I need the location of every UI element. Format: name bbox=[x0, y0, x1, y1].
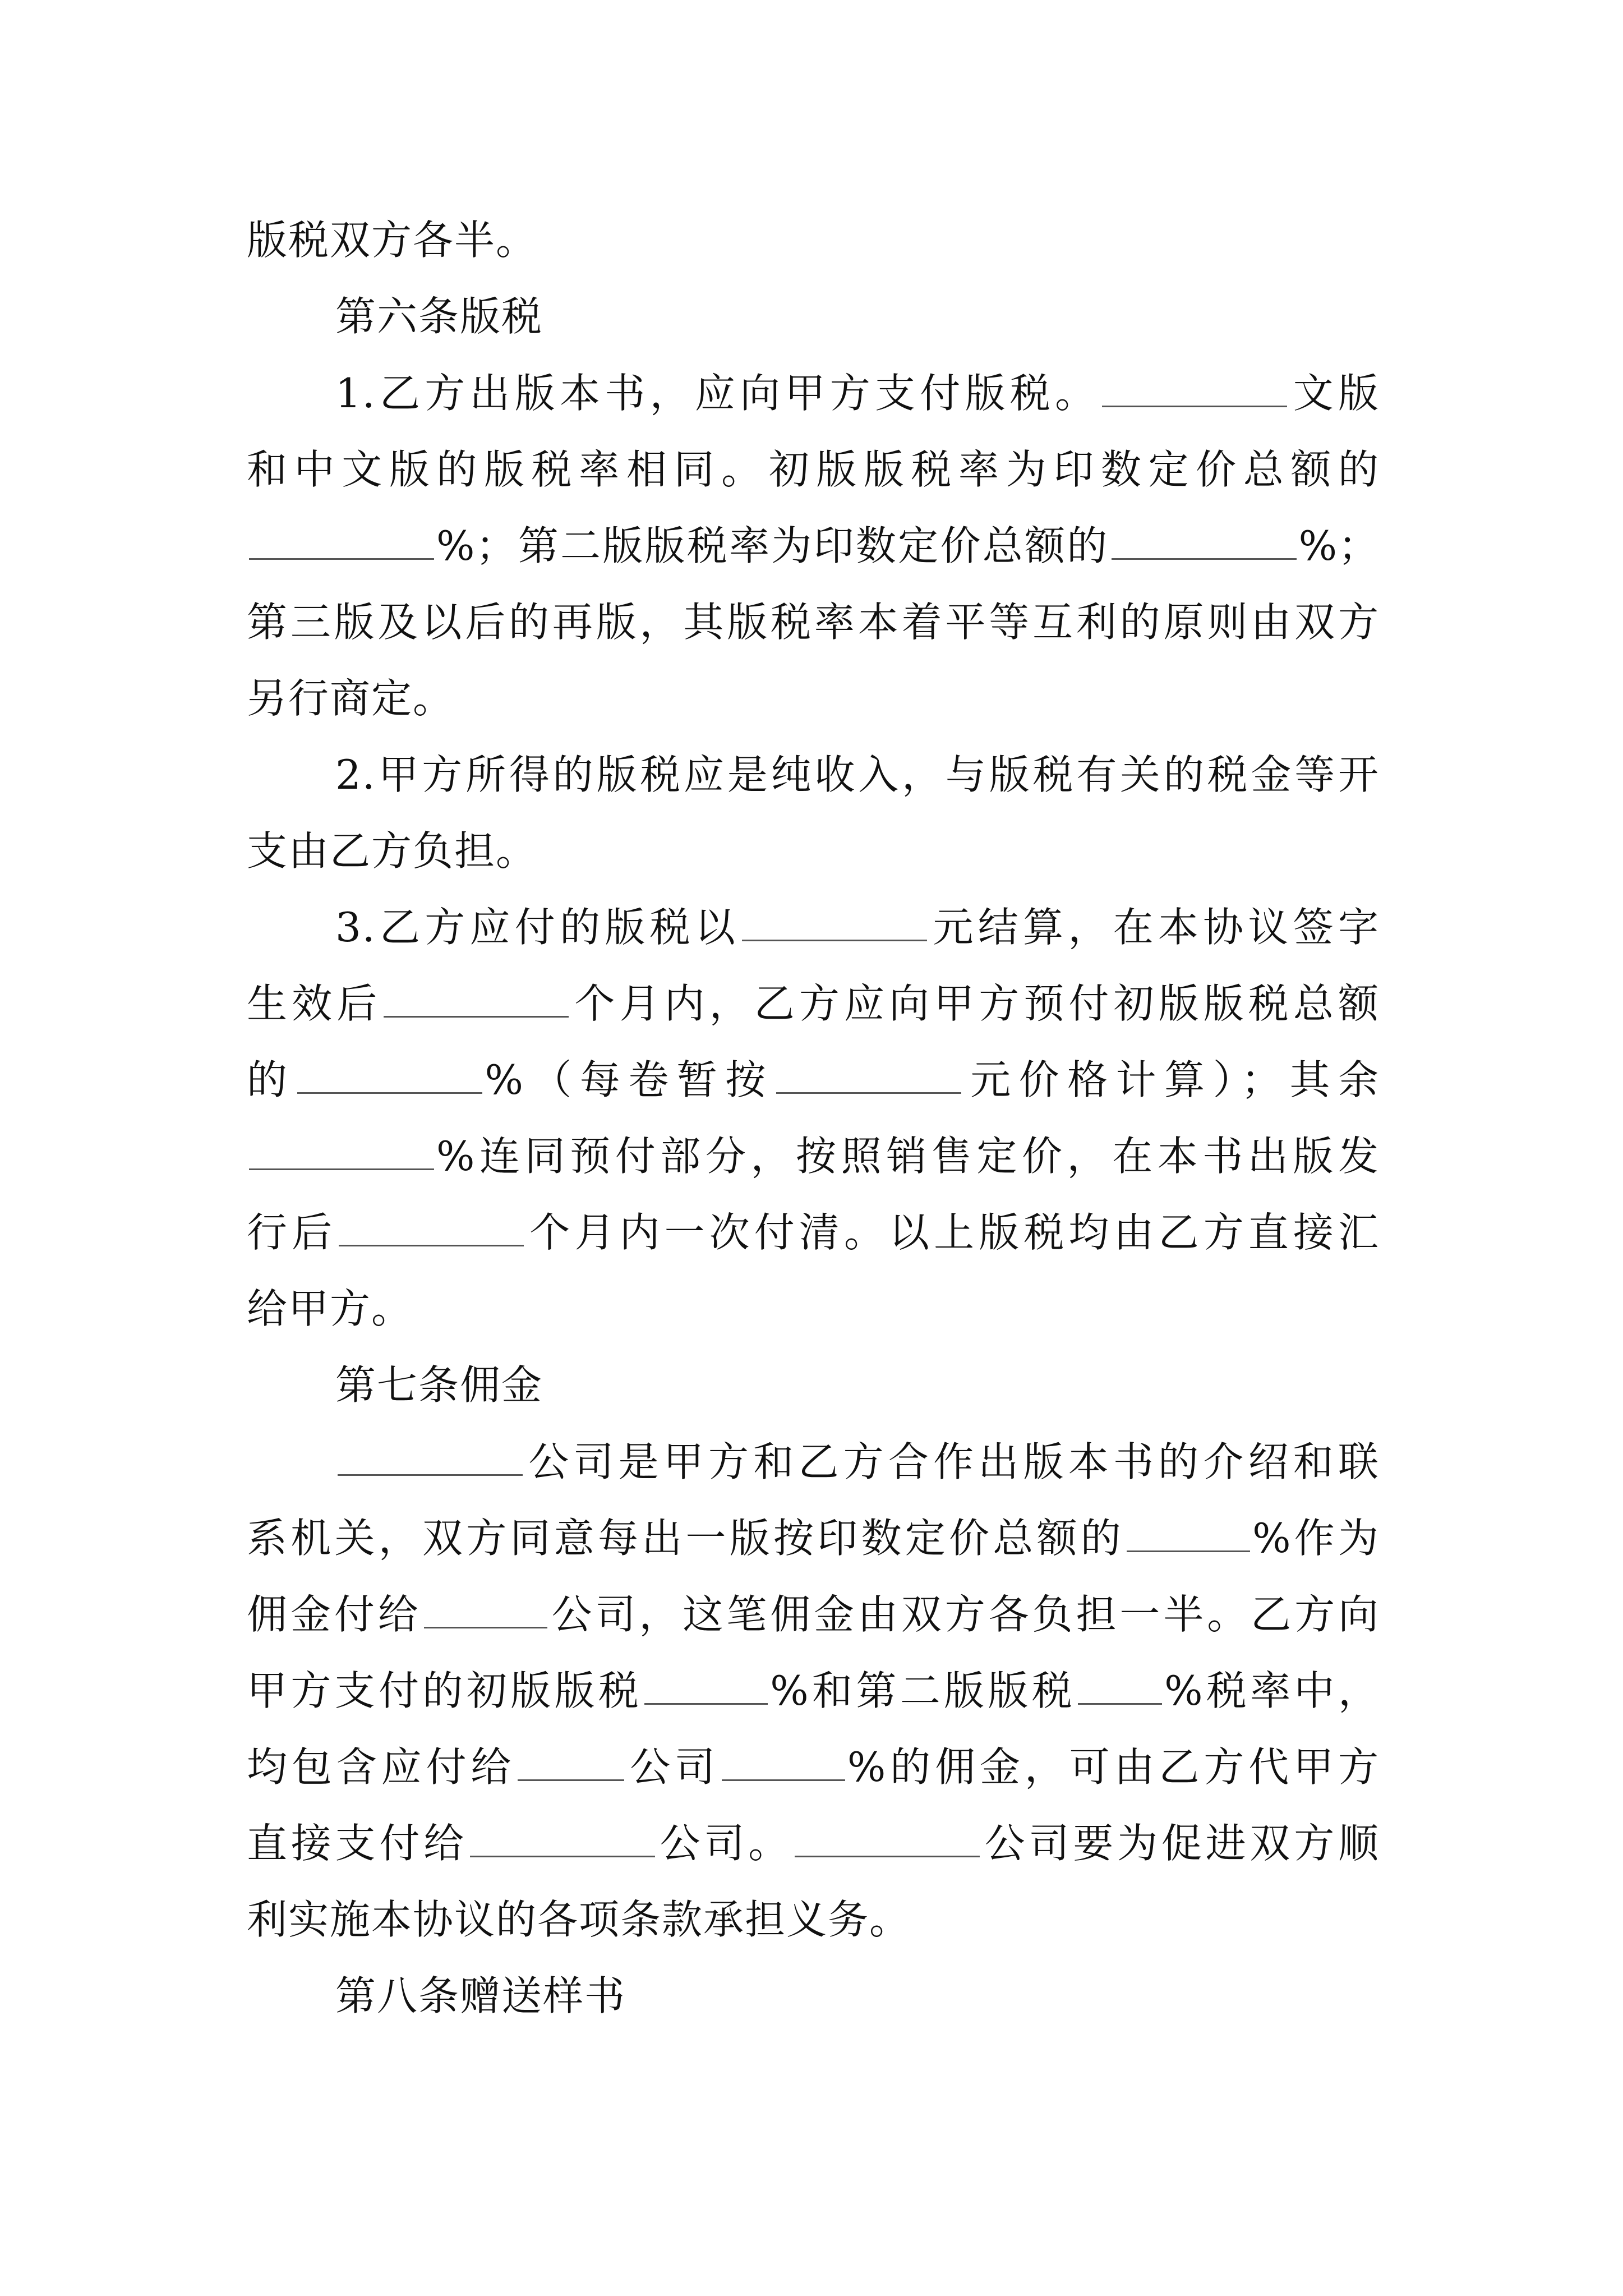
text: 另行商定。 bbox=[247, 675, 455, 722]
fill-in-blank[interactable] bbox=[644, 1663, 768, 1705]
text-line bbox=[247, 1118, 1380, 1194]
fill-in-blank[interactable] bbox=[384, 976, 569, 1018]
text-line bbox=[247, 1042, 1380, 1118]
text-line bbox=[247, 1271, 1380, 1347]
text: 公司。 bbox=[657, 1820, 792, 1867]
text-line bbox=[247, 889, 1380, 965]
text-line bbox=[247, 355, 1380, 431]
heading-text: 第七条佣金 bbox=[335, 1361, 543, 1409]
text-line bbox=[247, 1424, 1380, 1500]
text: 直接支付给 bbox=[247, 1820, 468, 1867]
fill-in-blank[interactable] bbox=[518, 1739, 624, 1781]
text: 支由乙方负担。 bbox=[247, 827, 538, 875]
fill-in-blank[interactable] bbox=[249, 1128, 434, 1170]
fill-in-blank[interactable] bbox=[776, 1052, 961, 1094]
text-line bbox=[247, 1194, 1380, 1271]
text: 的 bbox=[247, 1056, 296, 1103]
text: 公司是甲方和乙方合作出版本书的介绍和联 bbox=[525, 1438, 1380, 1485]
section-heading-7 bbox=[247, 1347, 1380, 1424]
section-heading-8 bbox=[247, 1958, 1380, 2035]
fill-in-blank[interactable] bbox=[249, 518, 434, 560]
fill-in-blank[interactable] bbox=[742, 899, 927, 941]
text: 文版 bbox=[1289, 370, 1380, 417]
text: 公司 bbox=[626, 1743, 720, 1791]
text: 2.甲方所得的版税应是纯收入，与版税有关的税金等开 bbox=[335, 751, 1380, 798]
fill-in-blank[interactable] bbox=[1078, 1663, 1162, 1705]
text: 系机关，双方同意每出一版按印数定价总额的 bbox=[247, 1515, 1125, 1562]
fill-in-blank[interactable] bbox=[1102, 365, 1287, 407]
text: 甲方支付的初版版税 bbox=[247, 1667, 643, 1714]
fill-in-blank[interactable] bbox=[339, 1204, 524, 1246]
heading-text: 第八条赠送样书 bbox=[335, 1972, 626, 2019]
text: 佣金付给 bbox=[247, 1591, 422, 1638]
text-line bbox=[247, 584, 1380, 660]
text: 行后 bbox=[247, 1209, 337, 1256]
fill-in-blank[interactable] bbox=[722, 1739, 845, 1781]
text-line bbox=[247, 508, 1380, 584]
text-line bbox=[247, 660, 1380, 737]
text: %（每卷暂按 bbox=[485, 1056, 774, 1103]
text-line bbox=[247, 813, 1380, 889]
fill-in-blank[interactable] bbox=[338, 1434, 523, 1476]
fill-in-blank[interactable] bbox=[1127, 1510, 1250, 1552]
fill-in-blank[interactable] bbox=[297, 1052, 482, 1094]
document-body bbox=[247, 202, 1380, 2035]
text-line bbox=[247, 737, 1380, 813]
text: 个月内一次付清。以上版税均由乙方直接汇 bbox=[526, 1209, 1380, 1256]
text-line bbox=[247, 1805, 1380, 1881]
text-line bbox=[247, 431, 1380, 508]
fill-in-blank[interactable] bbox=[1112, 518, 1297, 560]
text-line bbox=[247, 965, 1380, 1042]
text: 版税双方各半。 bbox=[247, 217, 538, 264]
text: 第三版及以后的再版，其版税率本着平等互利的原则由双方 bbox=[247, 599, 1380, 646]
text: 和中文版的版税率相同。初版版税率为印数定价总额的 bbox=[247, 446, 1380, 493]
text: 个月内，乙方应向甲方预付初版版税总额 bbox=[571, 980, 1380, 1027]
text-line bbox=[247, 1881, 1380, 1958]
text-line bbox=[247, 1729, 1380, 1805]
text: 给甲方。 bbox=[247, 1285, 413, 1332]
section-heading-6 bbox=[247, 278, 1380, 355]
text: %； bbox=[1298, 522, 1380, 569]
text: 3.乙方应付的版税以 bbox=[335, 904, 740, 951]
text-line bbox=[247, 1500, 1380, 1576]
text: %作为 bbox=[1252, 1515, 1380, 1562]
text: 公司要为促进双方顺 bbox=[982, 1820, 1380, 1867]
text: %；第二版版税率为印数定价总额的 bbox=[436, 522, 1109, 569]
heading-text: 第六条版税 bbox=[335, 293, 543, 340]
text: %的佣金，可由乙方代甲方 bbox=[847, 1743, 1380, 1791]
text: 元价格计算）；其余 bbox=[963, 1056, 1380, 1103]
text-line bbox=[247, 202, 1380, 278]
text: 公司，这笔佣金由双方各负担一半。乙方向 bbox=[549, 1591, 1380, 1638]
text: %连同预付部分，按照销售定价，在本书出版发 bbox=[436, 1133, 1380, 1180]
fill-in-blank[interactable] bbox=[470, 1815, 655, 1857]
text: 均包含应付给 bbox=[247, 1743, 516, 1791]
text: 生效后 bbox=[247, 980, 382, 1027]
text-line bbox=[247, 1653, 1380, 1729]
text: 利实施本协议的各项条款承担义务。 bbox=[247, 1896, 911, 1943]
fill-in-blank[interactable] bbox=[424, 1586, 547, 1628]
fill-in-blank[interactable] bbox=[795, 1815, 980, 1857]
text-line bbox=[247, 1576, 1380, 1653]
text: 1.乙方出版本书，应向甲方支付版税。 bbox=[335, 370, 1100, 417]
text: 元结算，在本协议签字 bbox=[929, 904, 1380, 951]
text: %和第二版版税 bbox=[770, 1667, 1076, 1714]
text: %税率中， bbox=[1164, 1667, 1380, 1714]
